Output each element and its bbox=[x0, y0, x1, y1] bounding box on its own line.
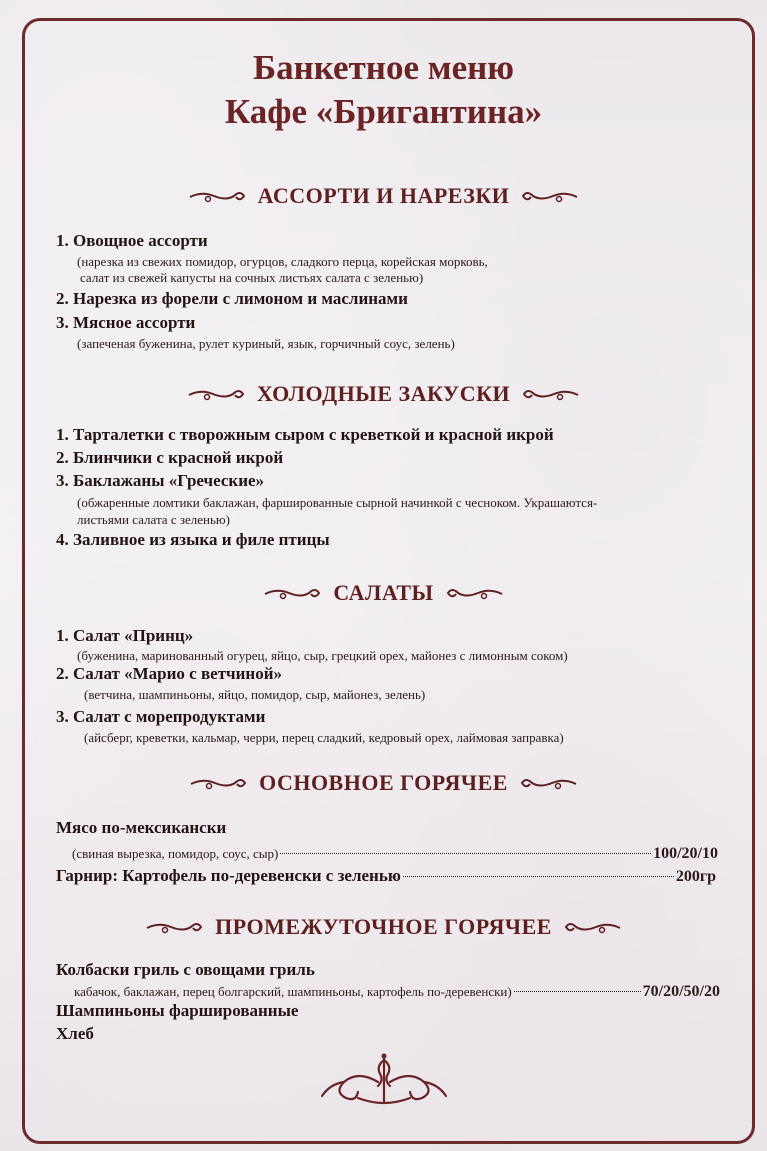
item-description: кабачок, баклажан, перец болгарский, шампиньоны, картофель по-деревенски) bbox=[74, 984, 512, 999]
flourish-ornament-icon bbox=[145, 918, 205, 936]
flourish-ornament-icon bbox=[444, 584, 504, 602]
item-portion: 100/20/10 bbox=[653, 845, 718, 862]
item-description: (свиная вырезка, помидор, соус, сыр) bbox=[72, 846, 279, 861]
menu-item: 1. Салат «Принц» bbox=[56, 626, 194, 645]
flourish-ornament-icon bbox=[189, 774, 249, 792]
section-title: ПРОМЕЖУТОЧНОЕ ГОРЯЧЕЕ bbox=[215, 914, 552, 939]
menu-item: Шампиньоны фаршированные bbox=[56, 1001, 299, 1020]
cafe-name: Кафе «Бригантина» bbox=[224, 92, 543, 131]
dot-leader bbox=[514, 991, 641, 992]
flourish-ornament-icon bbox=[520, 385, 580, 403]
flourish-ornament-icon bbox=[187, 385, 247, 403]
item-description: листьями салата с зеленью) bbox=[77, 512, 230, 527]
item-portion: 70/20/50/20 bbox=[642, 983, 720, 1000]
menu-title: Банкетное меню bbox=[252, 48, 515, 87]
section-heading-main-hot bbox=[0, 768, 767, 798]
flourish-ornament-icon bbox=[562, 918, 622, 936]
flourish-ornament-icon bbox=[518, 774, 578, 792]
section-heading-salads bbox=[0, 578, 767, 608]
menu-item: 2. Блинчики с красной икрой bbox=[56, 448, 284, 467]
item-description: (запеченая буженина, рулет куриный, язык, горчичный соус, зелень) bbox=[77, 336, 455, 351]
priced-line bbox=[56, 866, 716, 886]
section-title: АССОРТИ И НАРЕЗКИ bbox=[257, 183, 510, 208]
priced-line bbox=[72, 845, 718, 863]
item-description: (нарезка из свежих помидор, огурцов, сладкого перца, корейская морковь, bbox=[77, 254, 488, 269]
menu-item: 2. Салат «Марио с ветчиной» bbox=[56, 664, 283, 683]
item-description: (обжаренные ломтики баклажан, фаршированные сырной начинкой с чесноком. Украшаются- bbox=[77, 495, 598, 510]
flourish-ornament-icon bbox=[519, 187, 579, 205]
flourish-ornament-icon bbox=[263, 584, 323, 602]
item-description: (айсберг, креветки, кальмар, черри, перец сладкий, кедровый орех, лаймовая заправка) bbox=[84, 730, 564, 745]
section-heading-intermediate-hot bbox=[0, 912, 767, 942]
menu-item: 2. Нарезка из форели с лимоном и маслинами bbox=[56, 289, 408, 308]
section-title: САЛАТЫ bbox=[333, 580, 434, 605]
item-description: (ветчина, шампиньоны, яйцо, помидор, сыр, майонез, зелень) bbox=[84, 687, 426, 702]
menu-item: 3. Салат с морепродуктами bbox=[56, 707, 266, 726]
item-portion: 200гр bbox=[675, 868, 716, 885]
section-heading-cold bbox=[0, 379, 767, 409]
flourish-ornament-icon bbox=[188, 187, 248, 205]
menu-item: Хлеб bbox=[56, 1024, 94, 1043]
dot-leader bbox=[403, 876, 674, 877]
menu-item: 3. Мясное ассорти bbox=[56, 313, 196, 332]
section-title: ОСНОВНОЕ ГОРЯЧЕЕ bbox=[259, 770, 508, 795]
item-description: салат из свежей капусты на сочных листьях салата с зеленью) bbox=[80, 270, 424, 285]
dot-leader bbox=[280, 853, 651, 854]
menu-item: Колбаски гриль с овощами гриль bbox=[56, 960, 315, 979]
baroque-scroll-ornament-icon bbox=[318, 1052, 450, 1108]
menu-item: 3. Баклажаны «Греческие» bbox=[56, 471, 265, 490]
menu-item: 1. Овощное ассорти bbox=[56, 231, 208, 250]
section-title: ХОЛОДНЫЕ ЗАКУСКИ bbox=[256, 381, 511, 406]
item-description: (буженина, маринованный огурец, яйцо, сыр, грецкий орех, майонез с лимонным соком) bbox=[77, 648, 568, 663]
menu-item: Гарнир: Картофель по-деревенски с зеленью bbox=[56, 866, 401, 885]
priced-line bbox=[74, 983, 720, 1001]
menu-item: 1. Тарталетки с творожным сыром с креветкой и красной икрой bbox=[56, 425, 554, 444]
menu-item: 4. Заливное из языка и филе птицы bbox=[56, 530, 330, 549]
menu-item: Мясо по-мексикански bbox=[56, 818, 227, 837]
section-heading-assorti bbox=[0, 181, 767, 211]
